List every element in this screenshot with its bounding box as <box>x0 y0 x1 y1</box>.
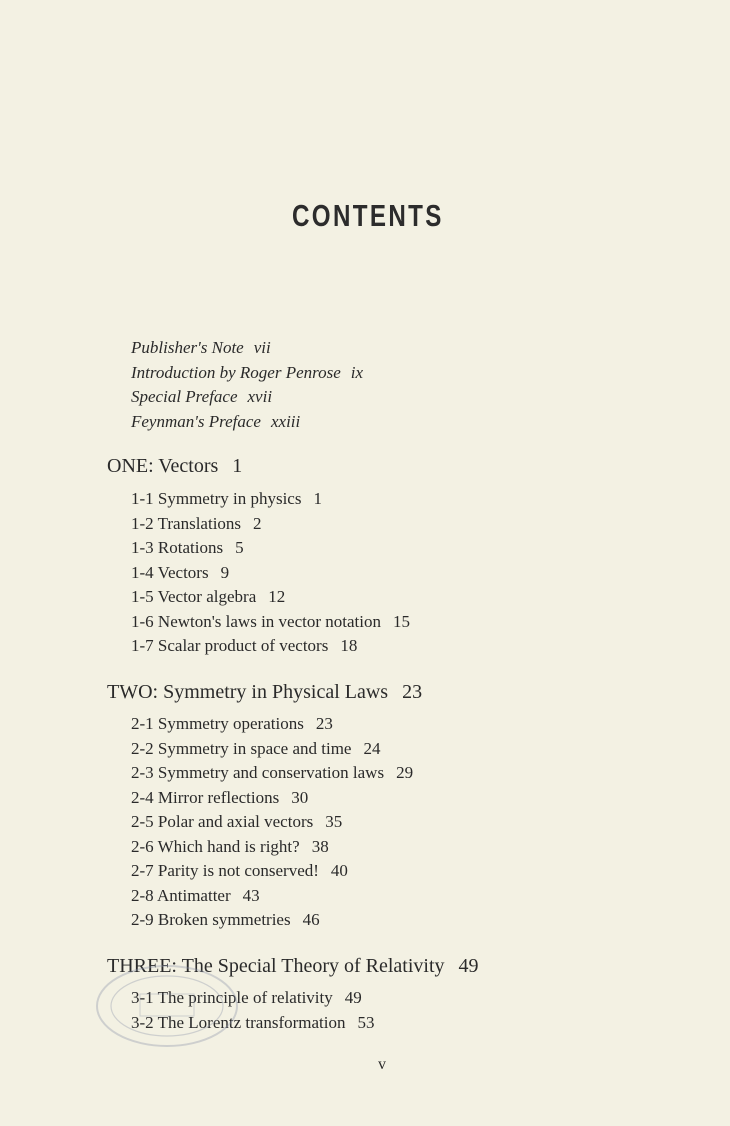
section-entry[interactable] <box>131 810 413 835</box>
section-entry[interactable] <box>131 634 410 659</box>
section-label: 2-8 Antimatter <box>131 885 231 905</box>
section-page: 38 <box>311 836 329 856</box>
section-page: 1 <box>313 489 322 508</box>
section-page: 12 <box>268 587 286 606</box>
section-entry[interactable] <box>131 761 413 786</box>
chapter-page: 1 <box>232 455 243 477</box>
section-page: 15 <box>393 611 410 631</box>
section-entry[interactable] <box>131 536 410 561</box>
section-label: 1-1 Symmetry in physics <box>131 489 302 508</box>
section-entry[interactable] <box>131 512 410 537</box>
section-page: 30 <box>291 787 309 807</box>
chapter-title: THREE: The Special Theory of Relativity <box>107 955 445 977</box>
section-label: 1-2 Translations <box>131 513 242 533</box>
section-label: 1-4 Vectors <box>131 562 209 582</box>
section-page: 29 <box>396 763 414 782</box>
section-label: 2-2 Symmetry in space and time <box>131 738 352 758</box>
section-label: 3-2 The Lorentz transformation <box>131 1012 346 1032</box>
section-label: 1-5 Vector algebra <box>131 587 257 606</box>
section-entry[interactable] <box>131 561 410 586</box>
section-page: 40 <box>330 861 348 880</box>
section-page: 49 <box>344 988 362 1007</box>
section-list <box>131 712 413 933</box>
section-entry[interactable] <box>131 884 413 909</box>
page-number: v <box>378 1056 386 1073</box>
chapter-heading[interactable] <box>107 455 242 478</box>
section-entry[interactable] <box>131 712 413 737</box>
entry-label: Introduction by Roger Penrose <box>131 362 341 382</box>
section-list <box>131 487 410 659</box>
section-entry[interactable] <box>131 585 410 610</box>
entry-page: xxiii <box>270 411 301 431</box>
entry-page: vii <box>253 338 271 357</box>
section-entry[interactable] <box>131 986 374 1011</box>
section-page: 24 <box>363 738 381 758</box>
page-title: CONTENTS <box>292 198 444 233</box>
chapter-heading[interactable] <box>107 955 479 978</box>
section-entry[interactable] <box>131 1011 374 1036</box>
section-label: 2-4 Mirror reflections <box>131 787 280 807</box>
section-label: 2-7 Parity is not conserved! <box>131 861 319 880</box>
section-entry[interactable] <box>131 835 413 860</box>
toc-entry[interactable] <box>131 336 363 361</box>
section-label: 2-1 Symmetry operations <box>131 714 304 733</box>
section-label: 2-9 Broken symmetries <box>131 910 291 929</box>
chapter-page: 49 <box>458 955 479 977</box>
entry-page: xvii <box>247 387 273 406</box>
entry-label: Special Preface <box>131 387 238 406</box>
section-page: 43 <box>242 885 260 905</box>
section-label: 3-1 The principle of relativity <box>131 988 333 1007</box>
section-entry[interactable] <box>131 859 413 884</box>
chapter-page: 23 <box>402 681 423 703</box>
section-page: 23 <box>315 714 333 733</box>
section-list <box>131 986 374 1035</box>
section-label: 1-6 Newton's laws in vector notation <box>131 611 381 631</box>
section-page: 9 <box>220 562 230 582</box>
section-page: 5 <box>235 538 244 557</box>
section-entry[interactable] <box>131 786 413 811</box>
section-page: 2 <box>253 513 262 533</box>
entry-label: Publisher's Note <box>131 338 244 357</box>
section-entry[interactable] <box>131 908 413 933</box>
section-page: 18 <box>340 636 358 655</box>
section-entry[interactable] <box>131 610 410 635</box>
front-matter-list <box>131 336 363 434</box>
section-label: 2-6 Which hand is right? <box>131 836 300 856</box>
chapter-title: TWO: Symmetry in Physical Laws <box>107 681 389 703</box>
toc-entry[interactable] <box>131 385 363 410</box>
entry-page: ix <box>350 362 364 382</box>
chapter-title: ONE: Vectors <box>107 455 219 477</box>
entry-label: Feynman's Preface <box>131 411 261 431</box>
section-page: 53 <box>357 1012 375 1032</box>
section-entry[interactable] <box>131 737 413 762</box>
toc-entry[interactable] <box>131 361 363 386</box>
section-label: 2-3 Symmetry and conservation laws <box>131 763 385 782</box>
section-page: 46 <box>302 910 320 929</box>
chapter-heading[interactable] <box>107 681 422 704</box>
section-entry[interactable] <box>131 487 410 512</box>
section-label: 1-7 Scalar product of vectors <box>131 636 329 655</box>
section-label: 2-5 Polar and axial vectors <box>131 812 314 831</box>
section-label: 1-3 Rotations <box>131 538 224 557</box>
section-page: 35 <box>325 812 343 831</box>
toc-entry[interactable] <box>131 410 363 435</box>
